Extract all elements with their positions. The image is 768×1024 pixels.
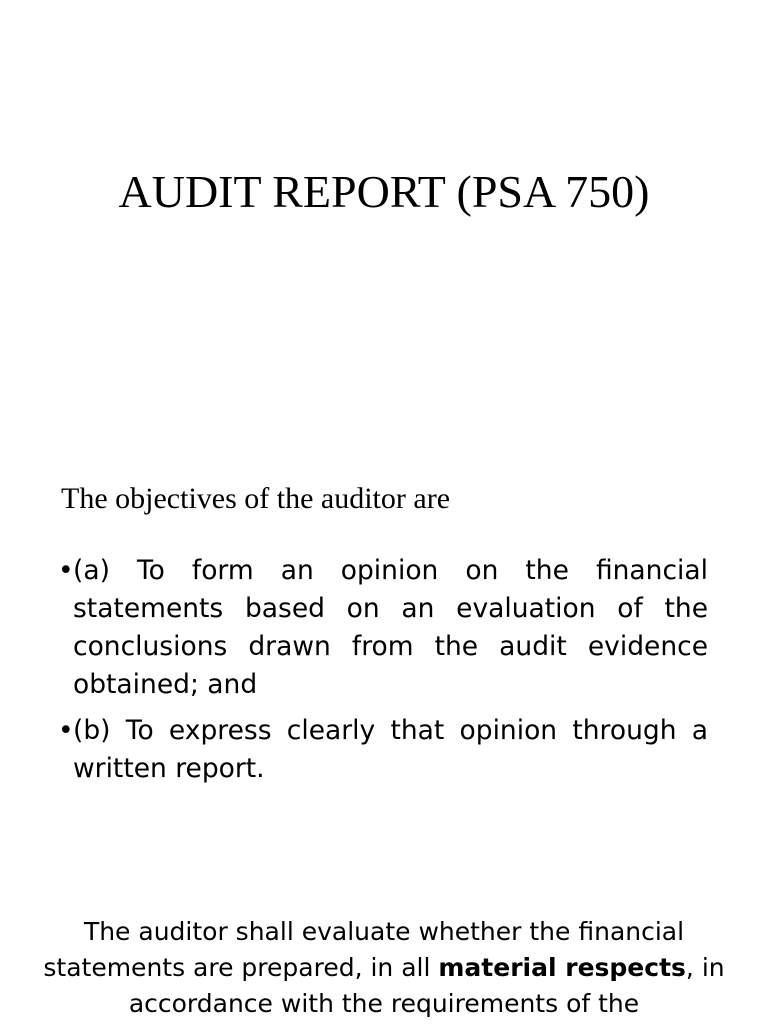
bullet-marker: •	[58, 715, 74, 746]
list-item	[58, 712, 708, 788]
slide-title: AUDIT REPORT (PSA 750)	[118, 166, 650, 217]
evaluation-paragraph	[40, 914, 728, 1022]
objectives-intro: The objectives of the auditor are	[61, 482, 451, 515]
bullet-marker: •	[58, 555, 74, 586]
evaluation-text-end: , in accordance with the requirements of the	[128, 953, 725, 1018]
list-item-text: (b) To express clearly that opinion through a written report.	[73, 715, 708, 784]
evaluation-emphasis: material respects	[438, 953, 686, 982]
evaluation-text-start: The auditor shall evaluate whether the financial statements are prepared, in all	[43, 917, 685, 982]
list-item	[58, 552, 708, 704]
objectives-list	[58, 552, 708, 796]
list-item-text: (a) To form an opinion on the financial statements based on an evaluation of the conclusions drawn from the audit evidence obtained; and	[73, 555, 708, 700]
